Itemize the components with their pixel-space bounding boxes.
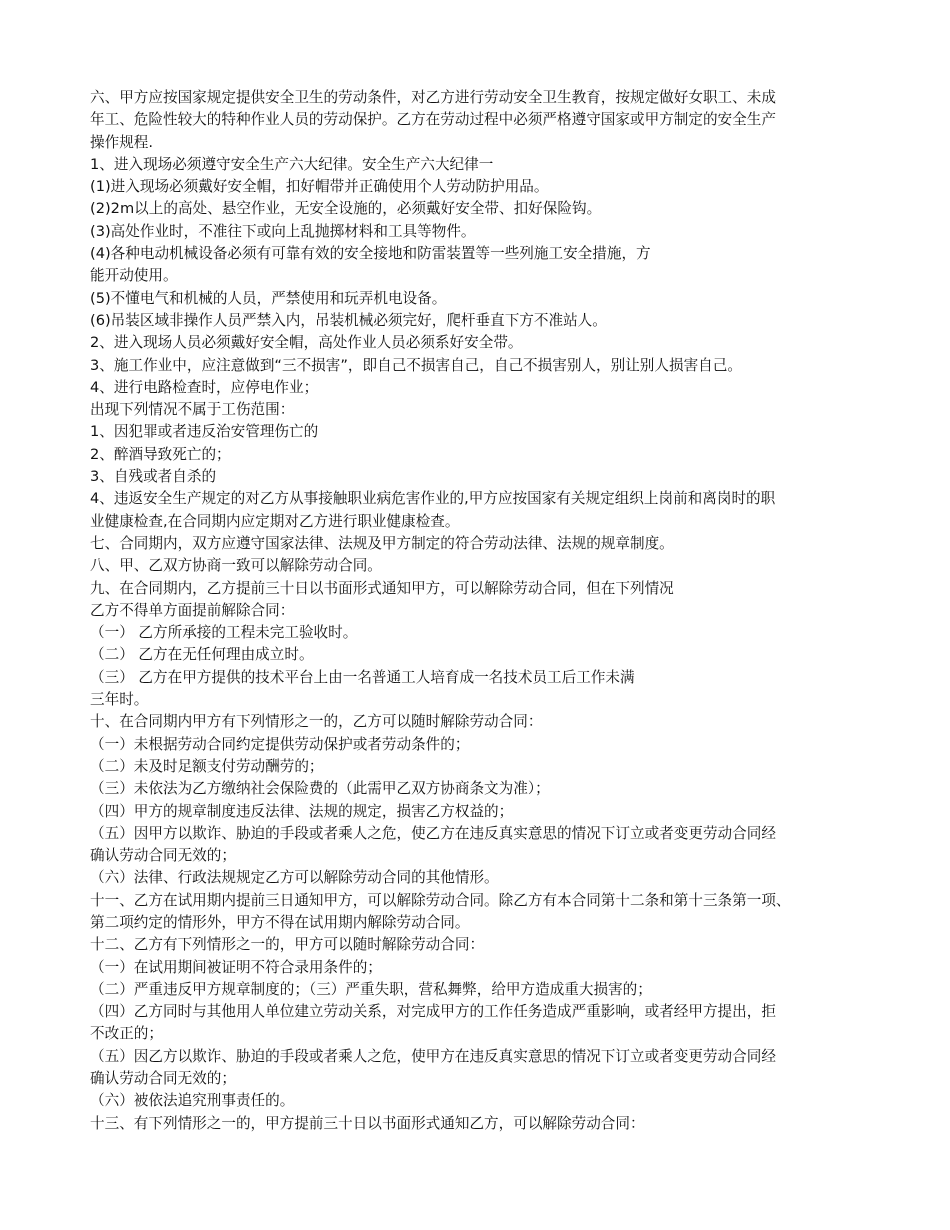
- text-line: 年工、危险性较大的特种作业人员的劳动保护。乙方在劳动过程中必须严格遵守国家或甲方制定的安全生产: [90, 111, 776, 129]
- text-line: （二） 乙方在无任何理由成立时。: [90, 646, 314, 664]
- text-line: 4、违返安全生产规定的对乙方从事接触职业病危害作业的,甲方应按国家有关规定组织上岗前和离岗时的职: [90, 490, 776, 508]
- text-line: （五）因乙方以欺诈、胁迫的手段或者乘人之危，使甲方在违反真实意思的情况下订立或者变更劳动合同经: [90, 1047, 776, 1065]
- text-line: 1、进入现场必须遵守安全生产六大纪律。安全生产六大纪律一: [90, 155, 494, 173]
- text-line: （二）严重违反甲方规章制度的；（三）严重失职，营私舞弊，给甲方造成重大损害的；: [90, 980, 652, 998]
- text-line: （一）在试用期间被证明不符合录用条件的；: [90, 958, 382, 976]
- text-line: （二）未及时足额支付劳动酬劳的；: [90, 757, 324, 775]
- text-line: 九、在合同期内，乙方提前三十日以书面形式通知甲方，可以解除劳动合同，但在下列情况: [90, 579, 674, 597]
- text-line: (5)不懂电气和机械的人员，严禁使用和玩弄机电设备。: [90, 289, 447, 307]
- text-line: (4)各种电动机械设备必须有可靠有效的安全接地和防雷装置等一些列施工安全措施，方: [90, 245, 651, 263]
- text-line: 业健康检查,在合同期内应定期对乙方进行职业健康检查。: [90, 512, 460, 530]
- text-line: （四）乙方同时与其他用人单位建立劳动关系，对完成甲方的工作任务造成严重影响，或者经甲方提出，拒: [90, 1003, 776, 1021]
- text-line: (1)进入现场必须戴好安全帽，扣好帽带并正确使用个人劳动防护用品。: [90, 178, 549, 196]
- text-line: （一） 乙方所承接的工程未完工验收时。: [90, 624, 358, 642]
- text-line: （五）因甲方以欺诈、胁迫的手段或者乘人之危，使乙方在违反真实意思的情况下订立或者变更劳动合同经: [90, 824, 776, 842]
- text-line: 2、醉酒导致死亡的；: [90, 445, 231, 463]
- text-line: 十一、乙方在试用期内提前三日通知甲方，可以解除劳动合同。除乙方有本合同第十二条和第十三条第一项、: [90, 891, 791, 909]
- text-line: 不改正的；: [90, 1025, 163, 1043]
- text-line: （一）未根据劳动合同约定提供劳动保护或者劳动条件的；: [90, 735, 470, 753]
- text-line: (2)2m以上的高处、悬空作业，无安全设施的，必须戴好安全带、扣好保险钩。: [90, 200, 602, 218]
- text-line: （六）被依法追究刑事责任的。: [90, 1092, 295, 1110]
- text-line: 确认劳动合同无效的；: [90, 847, 236, 865]
- document-page: [90, 87, 870, 1135]
- text-line: （三）未依法为乙方缴纳社会保险费的（此需甲乙双方协商条文为准）；: [90, 780, 550, 798]
- text-line: 4、进行电路检查时，应停电作业；: [90, 378, 319, 396]
- text-line: 六、甲方应按国家规定提供安全卫生的劳动条件，对乙方进行劳动安全卫生教育，按规定做好女职工、未成: [90, 89, 776, 106]
- text-line: 出现下列情况不属于工伤范围：: [90, 401, 295, 419]
- text-line: （六）法律、行政法规规定乙方可以解除劳动合同的其他情形。: [90, 869, 499, 887]
- text-line: 3、自残或者自杀的: [90, 468, 217, 486]
- text-line: （三） 乙方在甲方提供的技术平台上由一名普通工人培育成一名技术员工后工作未满: [90, 668, 635, 686]
- text-line: 能开动使用。: [90, 267, 178, 285]
- text-line: 乙方不得单方面提前解除合同：: [90, 601, 295, 619]
- text-line: 八、甲、乙双方协商一致可以解除劳动合同。: [90, 557, 382, 575]
- text-line: 三年时。: [90, 691, 149, 709]
- text-line: 十、在合同期内甲方有下列情形之一的，乙方可以随时解除劳动合同：: [90, 713, 543, 731]
- text-line: (6)吊装区域非操作人员严禁入内，吊装机械必须完好，爬杆垂直下方不准站人。: [90, 311, 607, 329]
- text-line: 第二项约定的情形外，甲方不得在试用期内解除劳动合同。: [90, 913, 470, 931]
- text-line: 1、因犯罪或者违反治安管理伤亡的: [90, 423, 319, 441]
- text-line: 确认劳动合同无效的；: [90, 1070, 236, 1088]
- text-line: 2、进入现场人员必须戴好安全帽，高处作业人员必须系好安全带。: [90, 334, 523, 352]
- text-line: 七、合同期内，双方应遵守国家法律、法规及甲方制定的符合劳动法律、法规的规章制度。: [90, 534, 674, 552]
- text-line: 3、施工作业中，应注意做到“三不损害”，即自己不损害自己，自己不损害别人，别让别人损害自己。: [90, 356, 742, 374]
- text-line: 十三、有下列情形之一的，甲方提前三十日以书面形式通知乙方，可以解除劳动合同：: [90, 1114, 645, 1132]
- text-line: 操作规程.: [90, 133, 154, 151]
- text-line: 十二、乙方有下列情形之一的，甲方可以随时解除劳动合同：: [90, 936, 485, 954]
- text-line: (3)高处作业时，不准往下或向上乱抛掷材料和工具等物件。: [90, 222, 476, 240]
- text-line: （四）甲方的规章制度违反法律、法规的规定，损害乙方权益的；: [90, 802, 514, 820]
